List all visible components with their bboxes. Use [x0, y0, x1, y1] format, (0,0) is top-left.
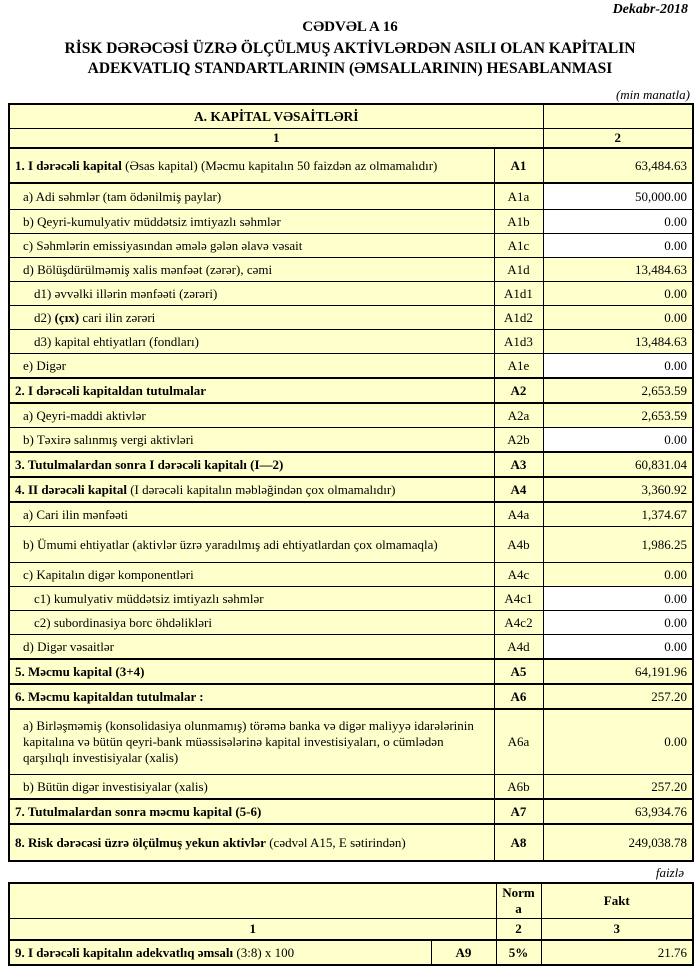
row-value: 257.20: [543, 775, 693, 800]
row-label: [9, 234, 494, 258]
row-label: [9, 775, 494, 800]
row-label-text: d1) əvvəlki illərin mənfəəti (zərəri): [34, 285, 218, 301]
capital-row-A2a: [9, 403, 693, 428]
capital-row-A1c: [9, 234, 693, 258]
row-label-text: d2): [34, 309, 55, 325]
row-label: [9, 587, 494, 611]
row-label-text: 6. Məcmu kapitaldan tutulmalar :: [15, 688, 204, 704]
row-code: A7: [494, 799, 543, 824]
row-label: [9, 563, 494, 587]
row-label-text: b) Təxirə salınmış vergi aktivləri: [23, 431, 194, 447]
row-label-text: c2) subordinasiya borc öhdəlikləri: [34, 614, 212, 630]
row-code: A1d3: [494, 330, 543, 354]
row-label: [9, 635, 494, 660]
row-code: A4: [494, 477, 543, 502]
capital-col-header-1: 1: [9, 129, 543, 149]
row-label-text: c1) kumulyativ müddətsiz imtiyazlı səhmlər: [34, 590, 264, 606]
capital-row-A6a: [9, 709, 693, 775]
row-value: 0.00: [543, 306, 693, 330]
row-label-text: 2. I dərəcəli kapitaldan tutulmalar: [15, 382, 207, 398]
row-label-text: 7. Tutulmalardan sonra məcmu kapital (5-6): [15, 803, 262, 819]
row-code: A5: [494, 659, 543, 684]
row-code: A6: [494, 684, 543, 709]
row-code: A6b: [494, 775, 543, 800]
capital-column-number-row: [9, 129, 693, 149]
report-date: Dekabr-2018: [612, 2, 688, 17]
row-code: A6a: [494, 709, 543, 775]
row-label-text: b) Bütün digər investisiyalar (xalis): [23, 778, 208, 794]
capital-table-body: [9, 148, 693, 861]
row-label: [9, 210, 494, 234]
row-value: 0.00: [543, 635, 693, 660]
row-value: 13,484.63: [543, 258, 693, 282]
capital-row-A1: [9, 148, 693, 183]
capital-row-A1e: [9, 354, 693, 379]
row-code: A1c: [494, 234, 543, 258]
row-code: A1d: [494, 258, 543, 282]
capital-table: [8, 103, 694, 862]
row-value: 3,360.92: [543, 477, 693, 502]
row-label: [9, 684, 494, 709]
row-value: 0.00: [543, 428, 693, 453]
row-code: A4c2: [494, 611, 543, 635]
capital-row-A1b: [9, 210, 693, 234]
row-label-text: a) Qeyri-maddi aktivlər: [23, 407, 146, 423]
row-value: 2,653.59: [543, 403, 693, 428]
row-code: A4c1: [494, 587, 543, 611]
capital-row-A1a: [9, 183, 693, 210]
row-value: 1,374.67: [543, 502, 693, 527]
row-label: [9, 183, 494, 210]
row-label-text: d) Bölüşdürülməmiş xalis mənfəət (zərər), cəmi: [23, 261, 273, 277]
row-label: [9, 709, 494, 775]
row-label-text: 3. Tutulmalardan sonra I dərəcəli kapitalı (I—2): [15, 456, 284, 472]
row-label-text: 9. I dərəcəli kapitalın adekvatlıq əmsalı: [15, 944, 237, 960]
row-label-text: (I dərəcəli kapitalın məbləğindən çox olmamalıdır): [126, 481, 396, 497]
row-value: 0.00: [543, 587, 693, 611]
capital-section-header-empty-cell: [543, 104, 693, 129]
capital-row-A6b: [9, 775, 693, 800]
capital-row-A4c: [9, 563, 693, 587]
capital-section-title: A. KAPİTAL VƏSAİTLƏRİ: [9, 104, 543, 129]
row-label: [9, 428, 494, 453]
capital-section-header-row: [9, 104, 693, 129]
capital-row-A4c2: [9, 611, 693, 635]
row-label-text: cari ilin zərəri: [79, 309, 156, 325]
capital-row-A3: [9, 452, 693, 477]
row-value: 0.00: [543, 282, 693, 306]
row-label-text: 1. I dərəcəli kapital: [15, 157, 122, 173]
row-label: [9, 148, 494, 183]
row-label: [9, 659, 494, 684]
capital-row-A1d2: [9, 306, 693, 330]
row-value: 0.00: [543, 210, 693, 234]
unit-note-min-manatla: (min manatla): [615, 87, 690, 103]
table-code-title: CƏDVƏL A 16: [302, 19, 398, 35]
row-code: A4d: [494, 635, 543, 660]
capital-row-A6: [9, 684, 693, 709]
row-label-text: a) Birləşməmiş (konsolidasiya olunmamış) törəmə banka və digər maliyyə idarələrinin kapitalına və bütün qeyri-bank müəssisələrinə kapital investisiyaları, o cümlədən qarşılıqlı investisiyalar (xalis): [23, 718, 474, 766]
row-label: [9, 378, 494, 403]
row-value: 257.20: [543, 684, 693, 709]
row-label-text: a) Adi səhmlər (tam ödənilmiş paylar): [23, 188, 222, 204]
row-label: [9, 502, 494, 527]
row-code: A2: [494, 378, 543, 403]
row-value: 0.00: [543, 709, 693, 775]
row-value: 13,484.63: [543, 330, 693, 354]
row-label-text: e) Digər: [23, 357, 66, 373]
capital-row-A4a: [9, 502, 693, 527]
row-label: [9, 799, 494, 824]
row-norma: 5%: [496, 940, 541, 965]
capital-row-A4b: [9, 527, 693, 563]
row-label: [9, 452, 494, 477]
capital-row-A8: [9, 824, 693, 861]
row-value: 50,000.00: [543, 183, 693, 210]
capital-row-A4: [9, 477, 693, 502]
row-code: A3: [494, 452, 543, 477]
row-value: 0.00: [543, 563, 693, 587]
row-label: [9, 306, 494, 330]
row-fakt: 21.76: [541, 940, 693, 965]
row-label-text: (Əsas kapital) (Məcmu kapitalın 50 faizdən az olmamalıdır): [121, 157, 438, 173]
unit-note-faizle: faizlə: [655, 865, 684, 881]
row-value: 63,934.76: [543, 799, 693, 824]
row-value: 64,191.96: [543, 659, 693, 684]
row-value: 0.00: [543, 611, 693, 635]
capital-row-A1d3: [9, 330, 693, 354]
capital-table-head: [9, 104, 693, 148]
row-label-text: b) Ümumi ehtiyatlar (aktivlər üzrə yaradılmış adi ehtiyatlardan çox olmamaqla): [23, 536, 438, 552]
capital-row-A7: [9, 799, 693, 824]
ratio-table-body: [9, 940, 693, 965]
row-label-text: d3) kapital ehtiyatları (fondları): [34, 333, 199, 349]
row-label-text: c) Kapitalın digər komponentləri: [23, 566, 194, 582]
row-label-text: b) Qeyri-kumulyativ müddətsiz imtiyazlı səhmlər: [23, 213, 281, 229]
row-code: A8: [494, 824, 543, 861]
row-value: 0.00: [543, 354, 693, 379]
row-code: A1a: [494, 183, 543, 210]
row-label: [9, 824, 494, 861]
ratio-table: [8, 882, 694, 966]
ratio-col-header-1: 1: [9, 919, 496, 941]
row-code: A1d2: [494, 306, 543, 330]
row-code: A9: [431, 940, 496, 965]
ratio-col-header-fakt: Fakt: [541, 883, 693, 919]
row-label-text: 4. II dərəcəli kapital: [15, 481, 127, 497]
row-label-text: (çıx): [54, 309, 80, 325]
row-value: 0.00: [543, 234, 693, 258]
row-label-text: c) Səhmlərin emissiyasından əmələ gələn əlavə vəsait: [23, 237, 303, 253]
report-title: RİSK DƏRƏCƏSİ ÜZRƏ ÖLÇÜLMUŞ AKTİVLƏRDƏN ASILI OLAN KAPİTALIN ADEKVATLIQ STANDARTLARININ (ƏMSALLARININ) HESABLANMASI: [64, 40, 636, 78]
row-label-text: (3:8) x 100: [236, 944, 295, 960]
row-label-text: 8. Risk dərəcəsi üzrə ölçülmuş yekun aktivlər: [15, 834, 266, 850]
capital-row-A2: [9, 378, 693, 403]
ratio-col-header-3: 3: [541, 919, 693, 941]
row-label: [9, 527, 494, 563]
row-value: 1,986.25: [543, 527, 693, 563]
row-label-text: 5. Məcmu kapital (3+4): [15, 663, 145, 679]
row-code: A1e: [494, 354, 543, 379]
capital-row-A2b: [9, 428, 693, 453]
row-label: [9, 611, 494, 635]
ratio-row-A9: [9, 940, 693, 965]
row-code: A1: [494, 148, 543, 183]
row-label: [9, 258, 494, 282]
row-code: A4c: [494, 563, 543, 587]
row-code: A2a: [494, 403, 543, 428]
ratio-col-header-2: 2: [496, 919, 541, 941]
row-label: [9, 403, 494, 428]
row-label: [9, 477, 494, 502]
row-label-text: a) Cari ilin mənfəəti: [23, 506, 129, 522]
row-code: A1d1: [494, 282, 543, 306]
row-label-text: (cədvəl A15, E sətirindən): [265, 834, 406, 850]
row-code: A2b: [494, 428, 543, 453]
row-label: [9, 330, 494, 354]
row-value: 63,484.63: [543, 148, 693, 183]
ratio-header-empty-cell: [9, 883, 496, 919]
capital-row-A1d: [9, 258, 693, 282]
capital-row-A1d1: [9, 282, 693, 306]
capital-row-A5: [9, 659, 693, 684]
row-code: A4b: [494, 527, 543, 563]
ratio-col-header-norma: Norma: [496, 883, 541, 919]
row-value: 249,038.78: [543, 824, 693, 861]
capital-row-A4c1: [9, 587, 693, 611]
capital-col-header-2: 2: [543, 129, 693, 149]
row-code: A1b: [494, 210, 543, 234]
row-value: 2,653.59: [543, 378, 693, 403]
ratio-header-row: [9, 883, 693, 919]
row-label: [9, 354, 494, 379]
row-label-text: d) Digər vəsaitlər: [23, 638, 114, 654]
capital-row-A4d: [9, 635, 693, 660]
ratio-column-number-row: [9, 919, 693, 941]
row-label: [9, 940, 431, 965]
row-value: 60,831.04: [543, 452, 693, 477]
row-label: [9, 282, 494, 306]
row-code: A4a: [494, 502, 543, 527]
ratio-table-head: [9, 883, 693, 940]
